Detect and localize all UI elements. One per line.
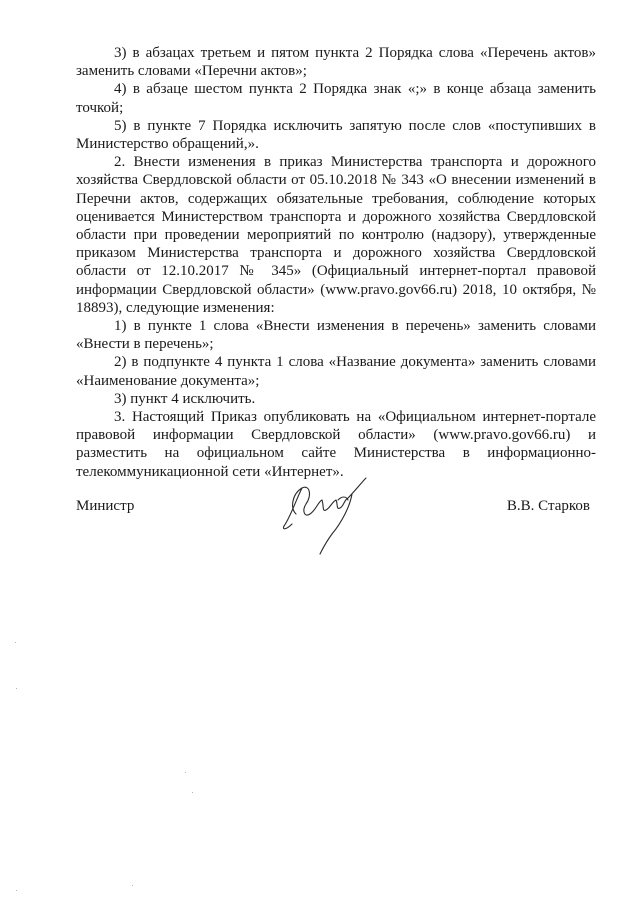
signatory-position: Министр	[76, 498, 135, 514]
signatory-name: В.В. Старков	[506, 498, 590, 514]
scan-speck	[15, 642, 16, 643]
paragraph-item-2: 2. Внести изменения в приказ Министерства транспорта и дорожного хозяйства Свердловской области от 05.10.2018 № 343 «О внесении изменений в Перечни актов, содержащих обязательные требования, соблюдение которых оценивается Министерством транспорта и дорожного хозяйства Свердловской области при проведении мероприятий по контролю (надзору), утвержденные приказом Министерства транспорта и дорожного хозяйства Свердловской области от 12.10.2017 № 345» (Официальный интернет-портал правовой информации Свердловской области» (www.pravo.gov66.ru) 2018, 10 октября, № 18893), следующие изменения:	[76, 154, 596, 316]
paragraph-subitem-3: 3) в абзацах третьем и пятом пункта 2 Порядка слова «Перечень актов» заменить словами «Перечни актов»;	[76, 45, 596, 80]
paragraph-subitem-4: 4) в абзаце шестом пункта 2 Порядка знак «;» в конце абзаца заменить точкой;	[76, 81, 596, 116]
document-body	[76, 44, 596, 481]
scan-speck	[16, 688, 17, 689]
handwritten-signature	[282, 470, 372, 556]
paragraph-item-2-subitem-2: 2) в подпункте 4 пункта 1 слова «Название документа» заменить словами «Наименование документа»;	[76, 354, 596, 389]
paragraph-item-3: 3. Настоящий Приказ опубликовать на «Официальном интернет-портале правовой информации Свердловской области» (www.pravo.gov66.ru) и разместить на официальном сайте Министерства в информационно-телекоммуникационной сети «Интернет».	[76, 409, 596, 480]
paragraph-item-2-subitem-3: 3) пункт 4 исключить.	[114, 390, 256, 407]
scan-speck	[132, 885, 133, 886]
scan-speck	[192, 792, 193, 793]
paragraph-item-2-subitem-1: 1) в пункте 1 слова «Внести изменения в перечень» заменить словами «Внести в перечень»;	[76, 318, 596, 353]
scan-speck	[185, 772, 186, 773]
scan-speck	[16, 890, 17, 891]
paragraph-subitem-5: 5) в пункте 7 Порядка исключить запятую после слов «поступивших в Министерство обращений,».	[76, 117, 596, 153]
